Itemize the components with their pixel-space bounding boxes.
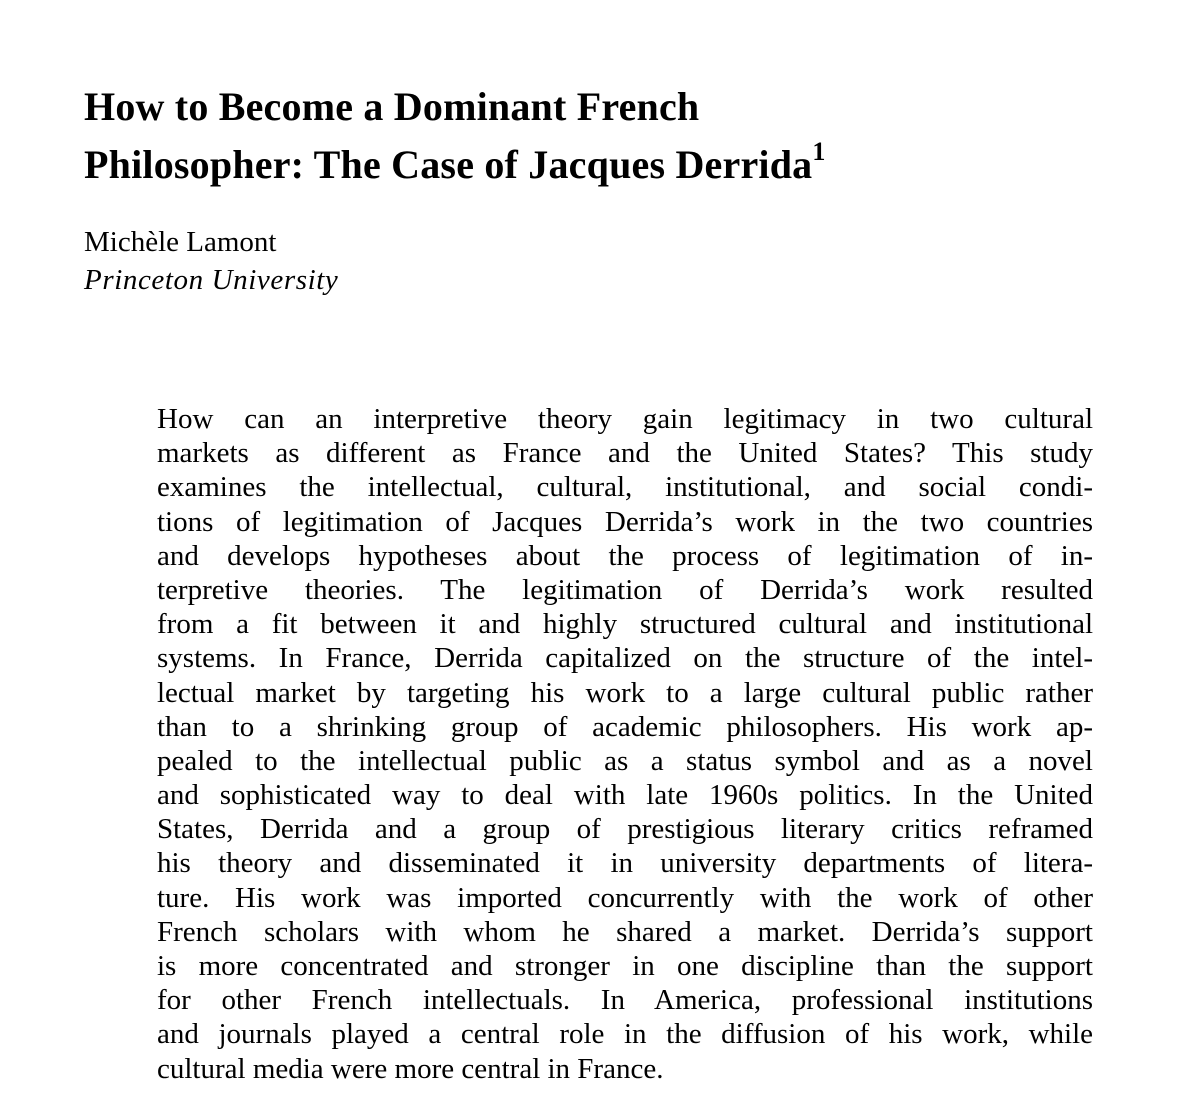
abstract-line: French scholars with whom he shared a market. Derrida’s support <box>157 915 1093 948</box>
abstract-line: pealed to the intellectual public as a status symbol and as a novel <box>157 744 1093 777</box>
abstract-line: and journals played a central role in the diffusion of his work, while <box>157 1018 1093 1051</box>
abstract-line: from a fit between it and highly structured cultural and institutional <box>157 608 1093 641</box>
abstract-line: is more concentrated and stronger in one discipline than the support <box>157 950 1093 982</box>
abstract-line: his theory and disseminated it in university departments of litera- <box>157 847 1093 880</box>
abstract-line: cultural media were more central in France. <box>157 1052 664 1085</box>
title-line-2-text: Philosopher: The Case of Jacques Derrida <box>84 142 813 187</box>
abstract-line: and sophisticated way to deal with late 1960s politics. In the United <box>157 779 1093 812</box>
author-affiliation: Princeton University <box>84 264 339 296</box>
abstract-line: markets as different as France and the United States? This study <box>157 437 1093 470</box>
abstract-line: lectual market by targeting his work to a large cultural public rather <box>157 676 1093 709</box>
abstract-line: examines the intellectual, cultural, institutional, and social condi- <box>157 471 1093 504</box>
abstract-line: and develops hypotheses about the process of legitimation of in- <box>157 539 1093 572</box>
title-line-2 <box>84 136 1134 194</box>
abstract-line: for other French intellectuals. In America, professional institutions <box>157 984 1093 1017</box>
abstract-line: How can an interpretive theory gain legitimacy in two cultural <box>157 403 1093 435</box>
abstract <box>157 402 1093 1086</box>
abstract-line: ture. His work was imported concurrently with the work of other <box>157 881 1093 914</box>
abstract-line: systems. In France, Derrida capitalized on the structure of the intel- <box>157 642 1093 675</box>
author-name: Michèle Lamont <box>84 226 277 258</box>
title-line-1: How to Become a Dominant French <box>84 84 700 129</box>
paper-title <box>84 78 1134 194</box>
footnote-marker[interactable]: 1 <box>812 136 826 166</box>
abstract-line: than to a shrinking group of academic philosophers. His work ap- <box>157 710 1093 743</box>
abstract-line: States, Derrida and a group of prestigious literary critics reframed <box>157 813 1093 846</box>
abstract-line: tions of legitimation of Jacques Derrida’s work in the two countries <box>157 505 1093 538</box>
abstract-line: terpretive theories. The legitimation of Derrida’s work resulted <box>157 573 1093 606</box>
